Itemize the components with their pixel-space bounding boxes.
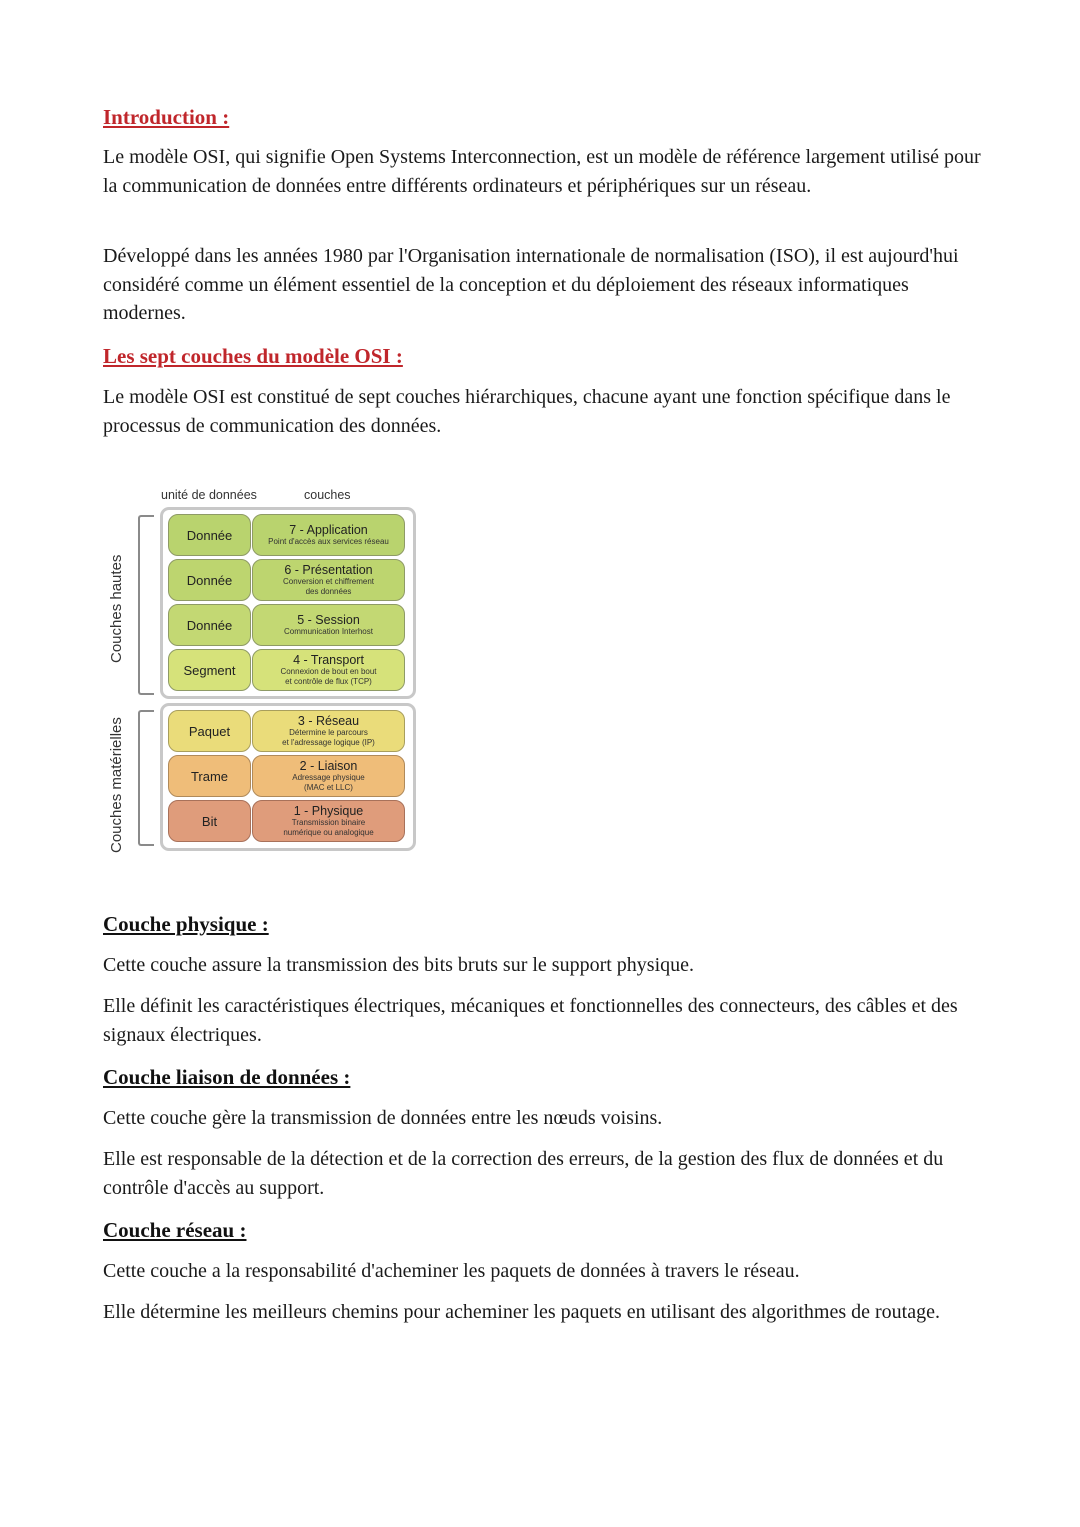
layer-title: 7 - Application (289, 522, 368, 537)
layer-desc: Point d'accès aux services réseau (268, 536, 389, 546)
layer-desc: Transmission binaire (291, 818, 366, 827)
layer-desc: (MAC et LLC) (304, 782, 353, 792)
unit-session: Donnée (168, 604, 251, 646)
physical-paragraph-1: Cette couche assure la transmission des bits bruts sur le support physique. (103, 954, 695, 976)
physical-paragraph-2: Elle définit les caractéristiques électriques, mécaniques et fonctionnelles des connecteurs, des câbles et des signaux électriques. (103, 995, 958, 1046)
layer-presentation (252, 559, 405, 601)
layer-title: 2 - Liaison (299, 759, 358, 773)
datalink-paragraph-1: Cette couche gère la transmission de données entre les nœuds voisins. (103, 1107, 663, 1129)
layer-desc: et contrôle de flux (TCP) (285, 676, 372, 686)
seven-layers-paragraph: Le modèle OSI est constitué de sept couches hiérarchiques, chacune ayant une fonction spécifique dans le processus de communication des données. (103, 386, 951, 437)
heading-network-layer: Couche réseau : (103, 1218, 247, 1242)
layer-desc: Connexion de bout en bout (280, 667, 377, 676)
layer-physical (252, 800, 405, 842)
unit-presentation: Donnée (168, 559, 251, 601)
unit-transport: Segment (168, 649, 251, 691)
unit-datalink: Trame (168, 755, 251, 797)
osi-model-diagram (103, 485, 418, 855)
network-paragraph-1: Cette couche a la responsabilité d'acheminer les paquets de données à travers le réseau. (103, 1260, 800, 1282)
layer-desc: Communication Interhost (284, 626, 373, 636)
heading-datalink-layer: Couche liaison de données : (103, 1065, 351, 1089)
intro-paragraph-2: Développé dans les années 1980 par l'Organisation internationale de normalisation (ISO), il est aujourd'hui considéré comme un élément essentiel de la conception et du déploiement des réseaux informatiques modernes. (103, 245, 959, 324)
layer-desc: Conversion et chiffrement (282, 577, 374, 586)
heading-seven-layers: Les sept couches du modèle OSI : (103, 344, 403, 368)
group-label-low: Couches matérielles (108, 717, 125, 853)
group-label-high: Couches hautes (108, 554, 125, 663)
layer-datalink (252, 755, 405, 797)
layer-title: 1 - Physique (293, 804, 364, 818)
layer-desc: Adressage physique (292, 773, 365, 782)
layer-desc: numérique ou analogique (283, 827, 374, 837)
layer-title: 3 - Réseau (297, 714, 360, 728)
unit-network: Paquet (168, 710, 251, 752)
column-header-unit: unité de données (161, 488, 257, 502)
brace-high-layers (138, 515, 154, 695)
unit-physical: Bit (168, 800, 251, 842)
layer-session (252, 604, 405, 646)
layer-title: 5 - Session (297, 612, 360, 627)
layer-desc: et l'adressage logique (IP) (282, 737, 375, 747)
layer-title: 6 - Présentation (284, 563, 373, 577)
layer-title: 4 - Transport (293, 653, 364, 667)
network-paragraph-2: Elle détermine les meilleurs chemins pour acheminer les paquets en utilisant des algorithmes de routage. (103, 1301, 940, 1323)
brace-low-layers (138, 710, 154, 846)
heading-physical-layer: Couche physique : (103, 912, 269, 936)
layer-transport (252, 649, 405, 691)
unit-application: Donnée (168, 514, 251, 556)
datalink-paragraph-2: Elle est responsable de la détection et de la correction des erreurs, de la gestion des flux de données et du contrôle d'accès au support. (103, 1148, 944, 1199)
layer-desc: des données (305, 586, 352, 596)
layer-application (252, 514, 405, 556)
layer-network (252, 710, 405, 752)
heading-introduction: Introduction : (103, 105, 230, 129)
column-header-layers: couches (304, 488, 351, 502)
intro-paragraph-1: Le modèle OSI, qui signifie Open Systems Interconnection, est un modèle de référence largement utilisé pour la communication de données entre différents ordinateurs et périphériques sur un réseau. (103, 146, 981, 197)
layer-desc: Détermine le parcours (289, 728, 368, 737)
